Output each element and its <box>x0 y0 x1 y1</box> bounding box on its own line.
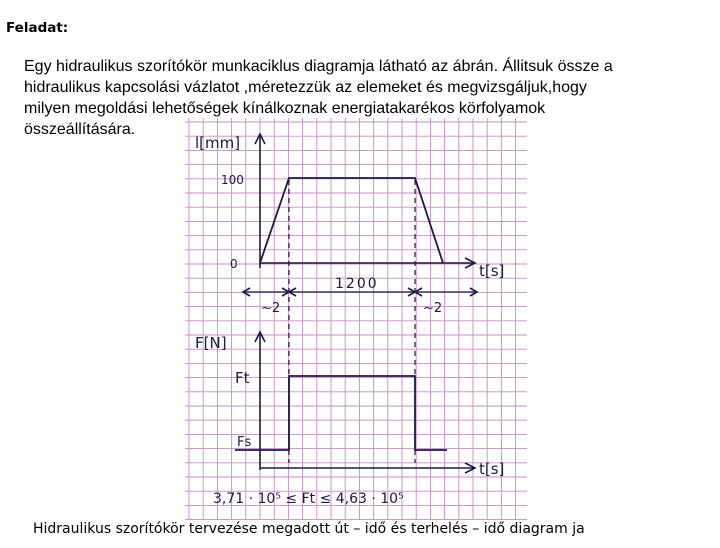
force-level-ft: Ft <box>235 369 250 387</box>
dimension-1200: 1200 <box>335 276 379 292</box>
force-range-inequality: 3,71 · 10⁵ ≤ Ft ≤ 4,63 · 10⁵ <box>213 491 404 507</box>
caption: Hidraulikus szorítókör tervezése megadott út – idő és terhelés – idő diagram ja <box>33 521 585 537</box>
tick-label-0: 0 <box>230 257 238 271</box>
force-level-fs: Fs <box>237 435 252 450</box>
lower-x-axis-label: t[s] <box>479 460 505 478</box>
dimension-right-2: ~2 <box>423 301 443 316</box>
task-line: összeállítására. <box>24 121 136 138</box>
tick-label-100: 100 <box>221 173 244 187</box>
task-line: Egy hidraulikus szorítókör munkaciklus diagramja látható az ábrán. Állitsuk össze a <box>24 58 613 75</box>
upper-x-axis-label: t[s] <box>479 262 505 280</box>
task-line: hidraulikus kapcsolási vázlatot ,méretezzük az elemeket és megvizsgáljuk,hogy <box>24 79 587 96</box>
diagram-svg <box>185 118 527 520</box>
dimension-left-2: ~2 <box>261 301 281 316</box>
task-heading: Feladat: <box>6 20 69 36</box>
lower-y-axis-label: F[N] <box>195 334 227 352</box>
work-cycle-diagram <box>185 118 527 548</box>
upper-y-axis-label: l[mm] <box>195 134 241 152</box>
task-line: milyen megoldási lehetőségek kínálkoznak energiatakarékos körfolyamok <box>24 100 546 117</box>
